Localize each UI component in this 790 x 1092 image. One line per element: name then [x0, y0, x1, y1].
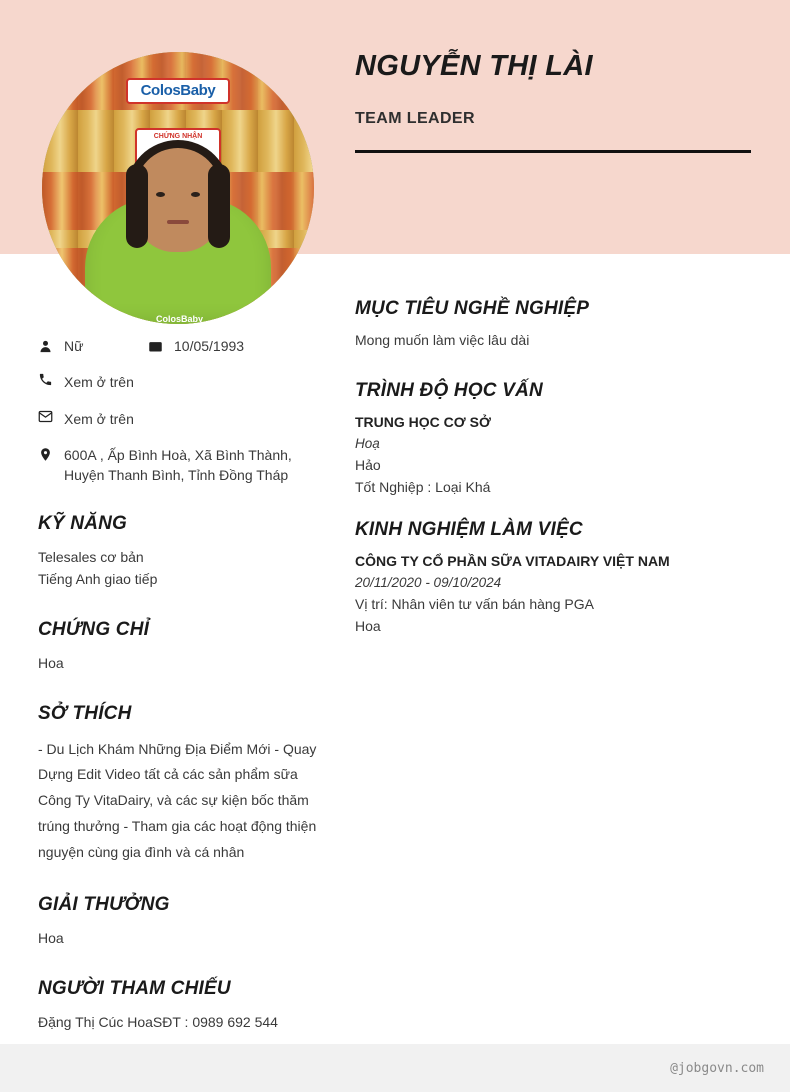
eye-right: [191, 192, 200, 197]
location-pin-icon: [38, 445, 64, 462]
phone-row: [38, 372, 328, 392]
skill-item: Telesales cơ bản: [38, 549, 144, 566]
phone-value: Xem ở trên: [64, 374, 134, 391]
education-period: Hoạ: [355, 436, 380, 451]
section-title-education: TRÌNH ĐỘ HỌC VẤN: [355, 380, 543, 401]
birthday-cell: [148, 336, 244, 356]
eye-left: [156, 192, 165, 197]
section-title-references: NGƯỜI THAM CHIẾU: [38, 977, 231, 999]
mouth: [167, 220, 189, 224]
section-title-awards: GIẢI THƯỞNG: [38, 894, 170, 915]
education-result: Tốt Nghiệp : Loại Khá: [355, 479, 491, 495]
birthday-value: 10/05/1993: [174, 338, 245, 354]
email-row: [38, 409, 328, 429]
education-school: TRUNG HỌC CƠ SỞ: [355, 414, 491, 430]
skill-item: Tiếng Anh giao tiếp: [38, 571, 158, 588]
product-tagline-text: CHỨNG NHẬN: [153, 133, 203, 140]
experience-company: CÔNG TY CỔ PHẦN SỮA VITADAIRY VIỆT NAM: [355, 553, 670, 569]
phone-icon: [38, 372, 64, 387]
candidate-role: TEAM LEADER: [355, 110, 475, 127]
objective-text: Mong muốn làm việc lâu dài: [355, 332, 530, 348]
header-block: [355, 50, 751, 153]
header-divider: [355, 150, 751, 153]
section-title-skills: KỸ NĂNG: [38, 513, 128, 535]
profile-photo: [42, 52, 314, 324]
gender-birthday-row: [38, 336, 328, 356]
left-column: [38, 336, 328, 1033]
address-value: 600A , Ấp Bình Hoà, Xã Bình Thành, Huyện Thanh Bình, Tỉnh Đồng Tháp: [64, 446, 292, 484]
address-row: [38, 445, 328, 486]
reference-item: Đặng Thị Cúc HoaSĐT : 0989 692 544: [38, 1013, 278, 1030]
spacer: [355, 354, 755, 380]
right-column: [355, 298, 755, 640]
product-brand-text: ColosBaby: [140, 82, 216, 99]
section-title-interests: SỞ THÍCH: [38, 702, 132, 724]
interests-text: - Du Lịch Khám Những Địa Điểm Mới - Quay Dựng Edit Video tất cả các sản phẩm sữa Công Ty VitaDairy, và các sự kiện bốc thăm trúng thưởng - Tham gia các hoạt động thiện nguyện cùng gia đình và cá nhân: [38, 740, 317, 861]
award-item: Hoa: [38, 930, 64, 946]
product-brand-label: [126, 78, 230, 104]
section-title-experience: KINH NGHIỆM LÀM VIỆC: [355, 519, 583, 540]
watermark-text: @jobgovn.com: [670, 1060, 764, 1076]
footer-bar: [0, 1044, 790, 1092]
section-title-certificates: CHỨNG CHỈ: [38, 618, 150, 640]
experience-period: 20/11/2020 - 09/10/2024: [355, 575, 502, 590]
hair-right: [208, 164, 230, 248]
hair-left: [126, 164, 148, 248]
section-title-objective: MỤC TIÊU NGHỀ NGHIỆP: [355, 298, 590, 319]
experience-position: Vị trí: Nhân viên tư vấn bán hàng PGA: [355, 596, 594, 612]
candidate-name: NGUYỄN THỊ LÀI: [355, 50, 593, 82]
certificate-item: Hoa: [38, 654, 64, 671]
person-icon: [38, 339, 64, 354]
photo-content: [42, 52, 314, 324]
education-major: Hảo: [355, 457, 381, 473]
calendar-icon: [148, 339, 174, 354]
spacer: [355, 501, 755, 519]
gender-cell: [38, 336, 148, 356]
experience-note: Hoa: [355, 618, 381, 634]
gender-value: Nữ: [64, 338, 84, 354]
email-value: Xem ở trên: [64, 410, 134, 427]
mail-icon: [38, 409, 64, 424]
uniform-logo-text: ColosBaby: [156, 314, 204, 324]
